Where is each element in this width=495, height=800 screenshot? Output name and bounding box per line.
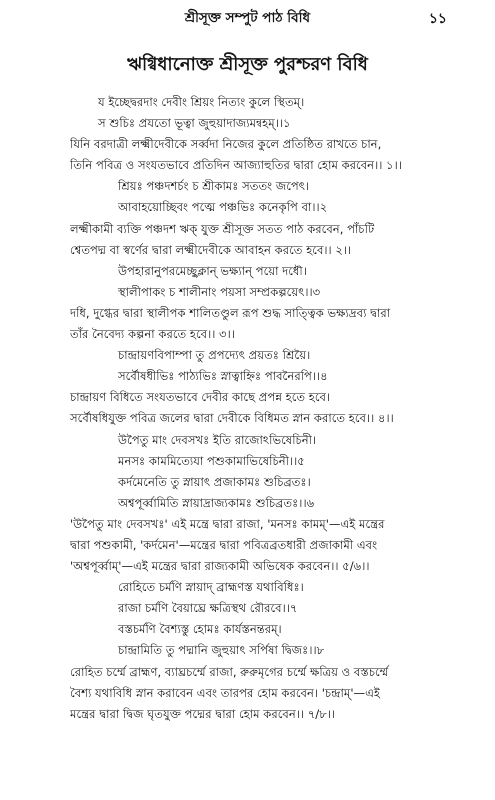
verse-line: সর্বৌষধীভিঃ পাঠ্যভিঃ স্নাত্বাহ্নিঃ পাবনৈরপি।।৪ — [118, 369, 328, 384]
text-body — [70, 92, 470, 725]
verse-line: উপৈতু মাং দেবসখঃ ইতি রাজোঽভিষেচিনী। — [118, 432, 317, 447]
verse-line: রাজা চর্মণি বৈয়াঘ্রে ক্ষত্রিস্থথ রৌরবে।।৭ — [118, 601, 298, 616]
page-number: ১১ — [428, 11, 447, 27]
running-header — [0, 7, 495, 29]
prose-line: বৈশ্য যথাবিধি স্নান করাবেন এবং তারপর হোম করবেন। 'চন্দ্রাম্'—এই — [70, 685, 380, 700]
running-title: শ্রীসূক্ত সম্পুট পাঠ বিধি — [184, 10, 311, 26]
prose-line: দধি, দুগ্ধের দ্বারা স্থালীপক শালিতণ্ডুল রূপ শুদ্ধ সাত্ত্বিক ভক্ষ্যদ্রব্য দ্বারা — [70, 305, 391, 320]
verse-line: য ইচ্ছেদ্বরদাং দেবীং শ্রিয়ং নিত্যং কুলে স্থিতম্। — [98, 95, 305, 109]
verse-line: কর্দমেনেতি তু স্নায়াৎ প্রজাকামঃ শুচিব্রতঃ। — [118, 474, 311, 489]
verse-line: স্থালীপাকং চ শালীনাং পয়সা সম্প্রকল্পয়েৎ।।৩ — [118, 284, 321, 299]
verse-line: চান্দ্রামিতি তু পদ্মানি জুহুয়াৎ সর্পিষা দ্বিজঃ।।৮ — [118, 643, 325, 658]
prose-line: সর্বৌষধিযুক্ত পবিত্র জলের দ্বারা দেবীকে বিধিমত স্নান করাতে হবে।। ৪।। — [70, 411, 394, 426]
verse-line: আবাহয়োচ্ছিবং পত্মে পঞ্চভিঃ কনেকৃপি বা।।২ — [118, 200, 328, 215]
chapter-title: ঋগ্বিধানোক্ত শ্রীসূক্ত পুরশ্চরণ বিধি — [127, 54, 368, 75]
prose-line: 'উপৈতু মাং দেবসখঃ' এই মন্ত্রে দ্বারা রাজা, 'মনসঃ কামম্'—এই মন্ত্রের — [70, 516, 385, 531]
verse-line: রোহিতে চর্মণি স্নায়াদ্ ব্রাহ্মণস্ত যথাবিধিঃ। — [118, 580, 304, 595]
verse-line: বস্তচর্মণি বৈশ্যস্তু হোমঃ কার্যস্তনন্তরম্। — [118, 622, 282, 637]
verse-line: মনসঃ কামমিত্যেযা পশুকামাভিষেচিনী।।৫ — [118, 453, 305, 468]
verse-line: শ্রিয়ঃ পঞ্চদশর্চং চ শ্রীকামঃ সততং জপেৎ। — [118, 179, 310, 194]
prose-line: তাঁর নৈবেদ্য কল্পনা করতে হবে।। ৩।। — [70, 327, 235, 342]
prose-line: রোহিত চর্ম্মে ব্রাহ্মণ, ব্যাঘ্রচর্ম্মে রাজা, রুরুমৃগের চর্ম্মে ক্ষত্রিয় ও বস্তচর্ম্মে — [70, 664, 389, 679]
prose-line: শ্বেতপদ্ম বা স্বর্ণের দ্বারা লক্ষ্মীদেবীকে আবাহন করতে হবে।। ২।। — [70, 242, 352, 257]
verse-line: অশ্বপূর্ব্বামিতি স্নায়াদ্রাজ্যকামঃ শুচিব্রতঃ।।৬ — [118, 495, 315, 510]
prose-line: 'অশ্বপূর্ব্বাম্'—এই মন্ত্রের দ্বারা রাজ্যকামী অভিষেক করবেন।। ৫/৬।। — [70, 559, 370, 574]
verse-line: উপহারানুপরমেচ্ছুক্লান্ ভক্ষ্যান্ পয়ো দধৌ। — [118, 263, 307, 278]
prose-line: তিনি পবিত্র ও সংযতভাবে প্রতিদিন আজ্যাহুতির দ্বারা হোম করবেন।। ১।। — [70, 158, 402, 173]
verse-line: স শুচিঃ প্রযতো ভূত্বা জুহুয়াদাজ্যমন্বহম্।।১ — [98, 116, 291, 131]
prose-line: মন্ত্রের দ্বারা দ্বিজ ঘৃতযুক্ত পদ্মের দ্বারা হোম করবেন।। ৭/৮।। — [70, 706, 336, 721]
prose-line: দ্বারা পশুকামী, 'কর্দমেন'—মন্ত্রের দ্বারা পবিত্রব্রতধারী প্রজাকামী এবং — [70, 537, 378, 552]
verse-line: চান্দ্রায়ণবিপাম্পা তু প্রপদ্যেৎ প্রয়তঃ শ্রিয়ৈ। — [118, 348, 311, 363]
prose-line: চান্দ্রায়ণ বিধিতে সংযতভাবে দেবীর কাছে প্রপন্ন হতে হবে। — [70, 390, 331, 405]
prose-line: যিনি বরদাত্রী লক্ষ্মীদেবীকে সর্ব্বদা নিজের কুলে প্রতিষ্ঠিত রাখতে চান, — [70, 137, 382, 152]
prose-line: লক্ষ্মীকামী ব্যক্তি পঞ্চদশ ঋক্ যুক্ত শ্রীসূক্ত সতত পাঠ করবেন, পাঁচটি — [70, 221, 375, 236]
